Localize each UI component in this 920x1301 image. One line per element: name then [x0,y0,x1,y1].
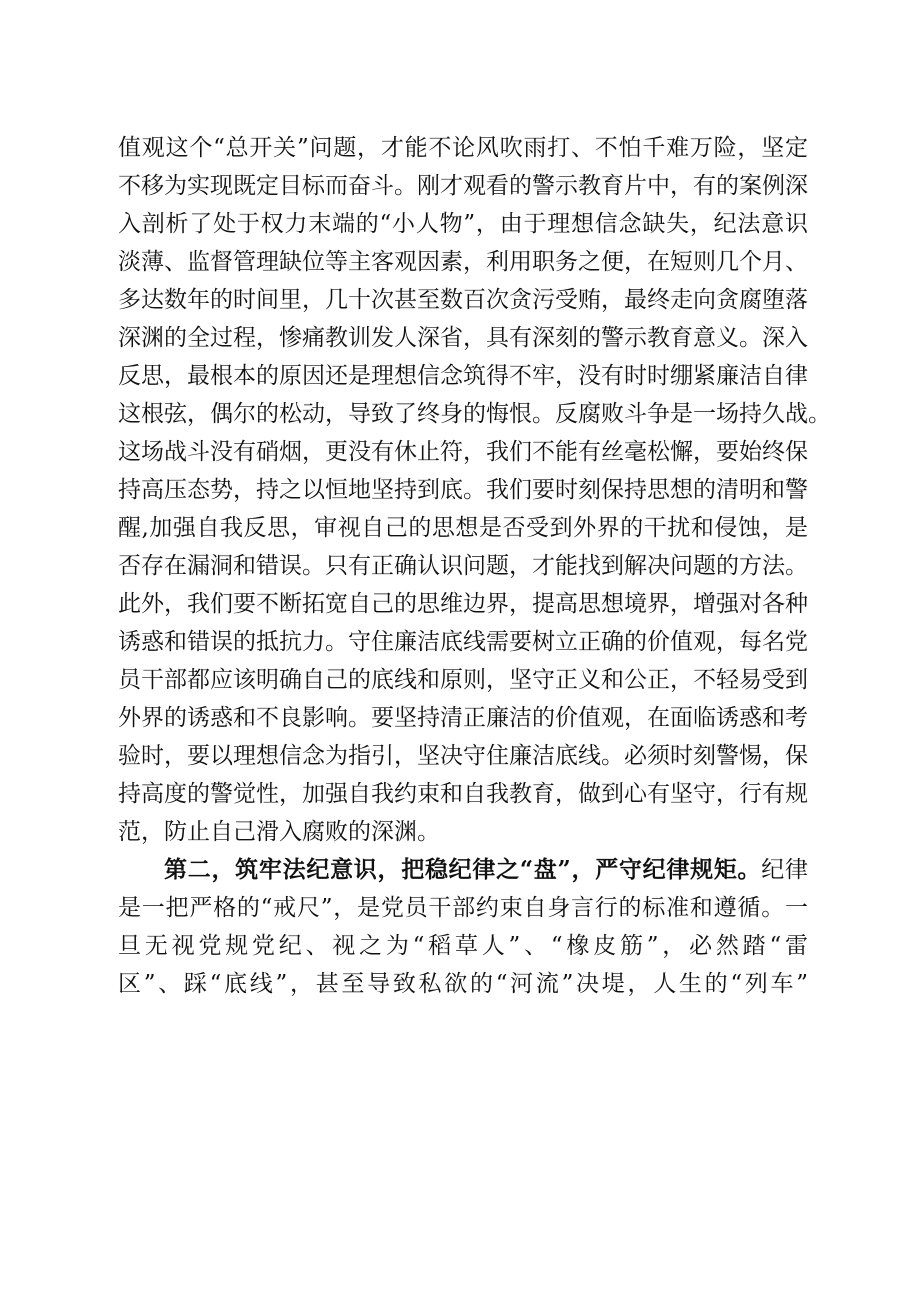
paragraph-2-line-2: 是一把严格的“戒尺”，是党员干部约束自身言行的标准和遵循。一 [118,895,808,921]
paragraph-1-line-16: 外界的诱惑和不良影响。要坚持清正廉洁的价值观，在面临诱惑和考 [118,705,808,731]
paragraph-1-line-6: 深渊的全过程，惨痛教训发人深省，具有深刻的警示教育意义。深入 [118,325,808,351]
paragraph-1-line-15: 员干部都应该明确自己的底线和原则，坚守正义和公正，不轻易受到 [118,667,808,693]
paragraph-1-line-5: 多达数年的时间里，几十次甚至数百次贪污受贿，最终走向贪腐堕落 [118,287,808,313]
paragraph-2-line-4: 区”、踩“底线”，甚至导致私欲的“河流”决堤，人生的“列车” [118,971,808,997]
paragraph-1-line-18: 持高度的警觉性，加强自我约束和自我教育，做到心有坚守，行有规 [118,781,808,807]
paragraph-2-line-1 [164,855,808,885]
paragraph-1-line-3: 入剖析了处于权力末端的“小人物”，由于理想信念缺失，纪法意识 [118,211,808,237]
paragraph-1-line-13: 此外，我们要不断拓宽自己的思维边界，提高思想境界，增强对各种 [118,591,808,617]
paragraph-1-line-11: 醒,加强自我反思，审视自己的思想是否受到外界的干扰和侵蚀，是 [118,515,808,541]
paragraph-1-line-7: 反思，最根本的原因还是理想信念筑得不牢，没有时时绷紧廉洁自律 [118,363,808,389]
paragraph-1-line-19: 范，防止自己滑入腐败的深渊。 [118,819,440,845]
paragraph-1-line-1: 值观这个“总开关”问题，才能不论风吹雨打、不怕千难万险，坚定 [118,135,808,161]
paragraph-1-line-12: 否存在漏洞和错误。只有正确认识问题，才能找到解决问题的方法。 [118,553,808,579]
paragraph-1-line-4: 淡薄、监督管理缺位等主客观因素，利用职务之便，在短则几个月、 [118,249,808,275]
paragraph-1-line-14: 诱惑和错误的抵抗力。守住廉洁底线需要树立正确的价值观，每名党 [118,629,808,655]
paragraph-1-line-8: 这根弦，偶尔的松动，导致了终身的悔恨。反腐败斗争是一场持久战。 [118,401,831,427]
paragraph-1-line-2: 不移为实现既定目标而奋斗。刚才观看的警示教育片中，有的案例深 [118,173,808,199]
paragraph-2-line-3: 旦无视党规党纪、视之为“稻草人”、“橡皮筋”，必然踏“雷 [118,933,808,959]
paragraph-1-line-9: 这场战斗没有硝烟，更没有休止符，我们不能有丝毫松懈，要始终保 [118,439,808,465]
paragraph-1-line-17: 验时，要以理想信念为指引，坚决守住廉洁底线。必须时刻警惕，保 [118,743,808,769]
paragraph-2-heading: 第二，筑牢法纪意识，把稳纪律之“盘”，严守纪律规矩。 [164,856,762,883]
paragraph-1-line-10: 持高压态势，持之以恒地坚持到底。我们要时刻保持思想的清明和警 [118,477,808,503]
paragraph-2-line-1-rest: 纪律 [761,857,809,883]
